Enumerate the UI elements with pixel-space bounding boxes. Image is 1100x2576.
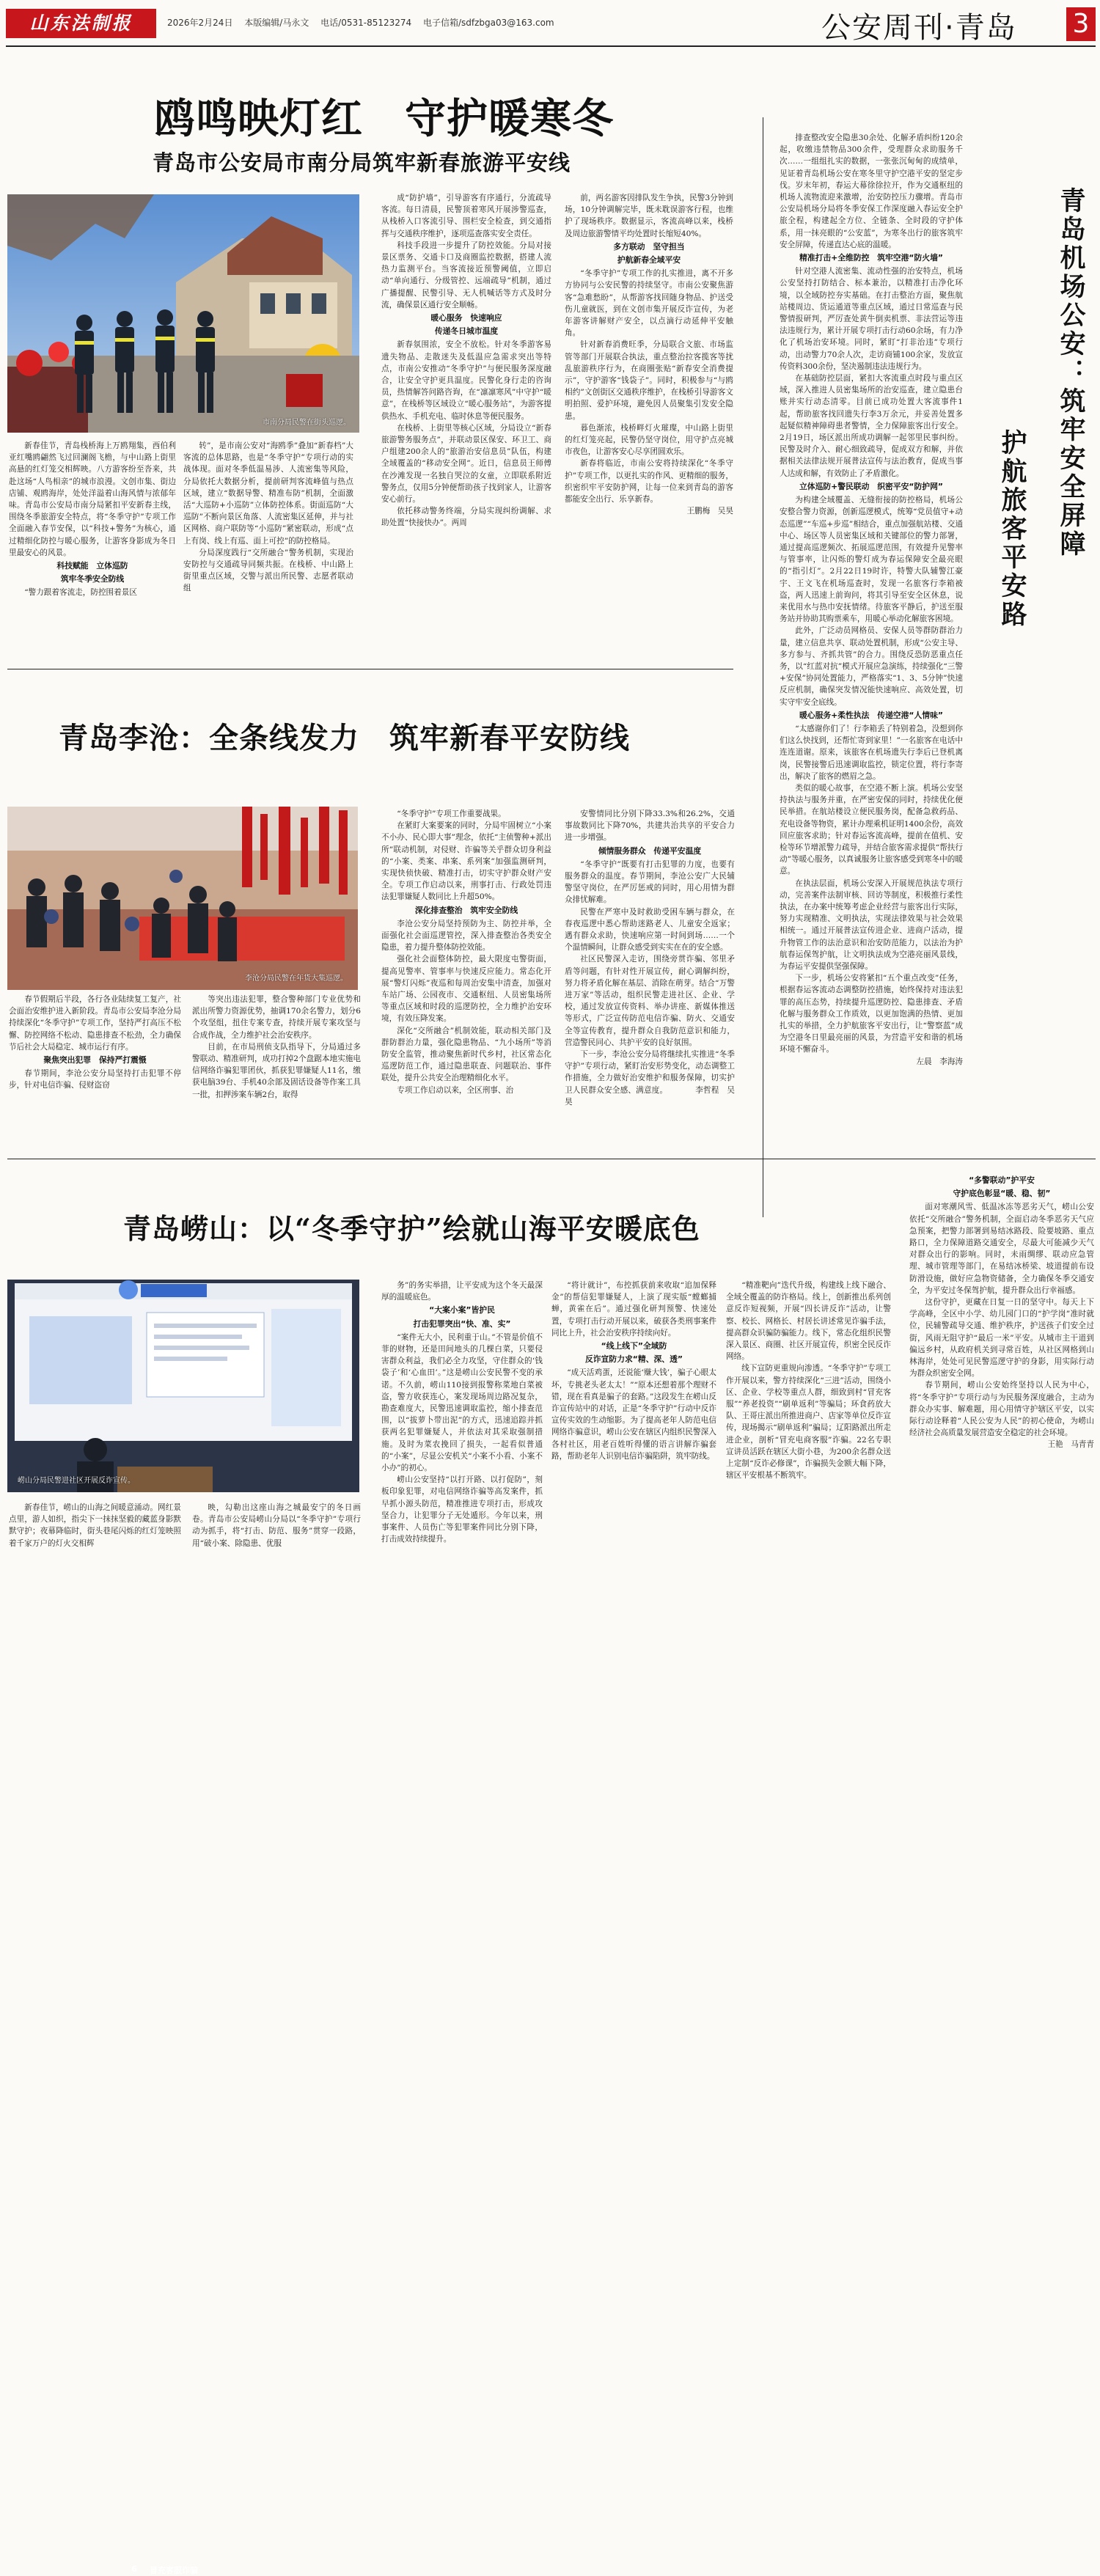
article-byline: 王艳 马青青: [1047, 1440, 1094, 1450]
body-paragraph: 转”，是市南公安对“海鸥季”叠加“新春档”大客流的总体思路，也是“冬季守护”专项行动的实战体现。面对冬季低温易涉、人流密集等风险，分局依托大数据分析，提前研判客流峰值与热点区域，建立“数据导警、精准布防”机制，全面激活“大巡防+小巡防”立体防控体系。街面巡防“大巡防”不断向景区角落、人流密集区延伸，并与社区网格、商户联防等“小巡防”紧密联动，形成“点上有岗、线上有巡、面上可控”的防控格局。: [183, 441, 353, 546]
body-paragraph: 针对新春消费旺季，分局联合文旅、市场监管等部门开展联合执法，重点整治拉客揽客等扰乱旅游秩序行为，在商圈张贴“新春安全消费提示”，守护游客“钱袋子”。同时，积极参与“与鸥相约”文创街区交通秩序维护，在栈桥引导游客文明拍照、爱护环境，避免因人员聚集引发安全隐患。: [565, 340, 733, 421]
issue-date: 2026年2月24日: [167, 18, 233, 28]
article-right-col1: [780, 132, 963, 1210]
article3-col3: [381, 1280, 543, 1608]
body-paragraph: 暮色渐浓，栈桥畔灯火璀璨，中山路上街里的红灯笼亮起，民警仍坚守岗位，用守护点亮城市夜色，让游客安心尽享团圆欢乐。: [565, 423, 733, 457]
body-paragraph: 务”的务实举措，让平安成为这个冬天最深厚的温暖底色。: [381, 1281, 543, 1302]
masthead-rule: [6, 45, 1096, 47]
body-paragraph: 成“防护墙”，引导游客有序通行，分流疏导客流。每日清晨，民警顶着寒风开展涉警巡查，从栈桥入口客流引导、围栏安全检查，到交通指挥与交通秩序维护，逐项巡查落实安全责任。: [381, 194, 551, 238]
article1-photo: [7, 194, 359, 433]
section-subheading: 守护底色彰显“暖、稳、韧”: [953, 1189, 1051, 1199]
body-paragraph: 针对空港人流密集、流动性强的治安特点，机场公安坚持打防结合、标本兼治，以精准打击净化环境，以全域防控夯实基础。在打击整治方面，聚焦航站楼周边、货运通道等重点区域，通过日常巡查与民警情报研判，严厉查处黄牛倒卖机票、非法营运等违法违规行为，累计开展专项打击行动60余场，有力净化了机场治安环境。同时，紧盯“打非治违”专项行动，出动警力70余人次，走访商铺100余家，发放宣传资料300余份，坚决遏制违法违规行为。: [780, 267, 963, 371]
body-paragraph: 这份守护，更藏在日复一日的坚守中。每天上下学高峰，全区中小学、幼儿园门口的“护学岗”准时就位，民辅警疏导交通、维护秩序，护送孩子们安全过街，风雨无阻守护“最后一米”平安。从城市主干道到偏远乡村，从政府机关到寻常百姓，从社区网格到山林海岸，处处可见民警巡逻守护的身影，用实际行动为群众织密安全网。: [909, 1298, 1094, 1379]
article3-col1: [9, 1502, 181, 1608]
editor-email: 电子信箱/sdfzbga03@163.com: [422, 18, 554, 28]
body-paragraph: 前，两名游客因排队发生争执，民警3分钟到场，10分钟调解完毕，既未耽误游客行程，也维护了现场秩序。数据显示，客流高峰以来，栈桥及周边旅游警情平均处置时长缩短40%。: [565, 194, 733, 238]
page-number-badge: [1066, 7, 1096, 41]
article-right-title-part1: 青岛机场公安：筑牢安全屏障: [1056, 187, 1085, 559]
section-subheading: 传递冬日城市温度: [434, 326, 499, 337]
body-paragraph: 等突出违法犯罪，整合警种部门专业优势和派出所警力资源优势，抽调170余名警力，划分6个攻坚组，扭住专案专查，持续开展专案攻坚与合成作战，全力维护社会治安秩序。: [192, 995, 361, 1040]
body-paragraph: 新春佳节，崂山的山海之间暖意涌动。网红景点里，游人如织，指尖下一抹抹坚毅的藏蓝身影默默守护；夜幕降临时，街头巷尾闪烁的红灯笼映照着千家万户的灯火交相辉: [9, 1503, 181, 1548]
body-paragraph: “将计就计”，布控抓获前来收取“追加保释金”的帮信犯罪嫌疑人，上演了现实版“螳螂捕蝉，黄雀在后”。通过强化研判预警、快速处置，专项打击行动开展以来，破获各类刑事案件同比上升，社会治安秩序持续向好。: [551, 1281, 716, 1337]
body-paragraph: 社区民警深入走访，围绕旁贯诈骗、邻里矛盾等问题，有针对性开展宣传，耐心调解纠纷，努力将矛盾化解在基层、消除在萌芽。结合“万警进万家”等活动，组织民警走进社区、企业、学校，通过发放宣传资料、举办讲座、新媒体推送等形式，广泛宣传防范电信诈骗、防火、交通安全等宣传教育，提升群众自我防范意识和能力，营造警民同心、共护平安的良好氛围。: [565, 955, 735, 1047]
article2-headline: 青岛李沧：全条线发力 筑牢新春平安防线: [59, 721, 630, 755]
article-right-title-part2: 护航旅客平安路: [997, 429, 1027, 629]
logo-text: 山东法制报: [29, 12, 133, 34]
body-paragraph: 此外，广泛动员网格员、安保人员等群防群治力量，建立信息共享、联动处置机制，形成“公安主导、多方参与、齐抓共管”的合力。围绕反恐防恶重点任务，以“红蓝对抗”模式开展应急演练，持续强化“三警+安保”协同处置能力，严格落实“1、3、5分钟”快速反应机制，确保突发情况能快速响应、高效处置，切实守牢安全底线。: [780, 626, 963, 707]
article-byline: 左晨 李海涛: [916, 1057, 963, 1066]
article3-col2: [192, 1502, 361, 1608]
body-paragraph: “成天活鸡蛋，还说能‘赚大钱’，骗子心眼太坏，专挑老头老太太！”“原本还想着那个理财不错，现在看真是骗子的套路。”这段发生在崂山反诈宣传站中的对话，正是“冬季守护”行动中反诈宣传实效的生动缩影。为了提高老年人防范电信网络诈骗意识，崂山公安在辖区内组织民警深入各村社区，用老百姓听得懂的语言讲解诈骗套路，帮助老年人识别电信诈骗陷阱，筑牢防线。: [551, 1368, 716, 1461]
body-paragraph: 崂山公安坚持“以打开路、以打促防”，刻板印象犯罪，对电信网络诈骗等高发案件，抓早抓小源头防范，精准推进专项打击，形成攻坚合力，让犯罪分子无处遁形。今年以来，刑事案件、人员伤亡等犯罪案件同比分别下降，打击成效持续提升。: [381, 1475, 543, 1544]
article3-col6: [909, 1173, 1094, 1608]
screen-badge-text: 冒充客服诈骗: [150, 2566, 198, 2575]
editor-phone: 电话/0531-85123274: [320, 18, 412, 28]
body-paragraph: 科技手段进一步提升了防控效能。分局对接景区票务、交通卡口及商圈监控数据，搭建人流热力监测平台。当客流接近预警阈值，立即启动“单向通行、分级管控、远端疏导”机制，通过广播提醒、民警引导、无人机喊话等方式及时分流，确保景区通行安全顺畅。: [381, 241, 551, 309]
body-paragraph: 春节期间，李沧公安分局坚持打击犯罪不停步，针对电信诈骗、侵财盗窃: [9, 1069, 181, 1090]
section-subheading: “大案小案”皆护民: [429, 1305, 495, 1315]
body-paragraph: 强化社会面整体防控，最大限度屯警街面，提高见警率、管事率与快速反应能力。常态化开展“警灯闪烁”夜巡和每周治安集中清查，加强对车站广场、公园夜市、交通枢纽、人员密集场所等重点区域和时段的巡逻防控，全力维护治安环境，有效压降发案。: [381, 955, 551, 1024]
body-paragraph: 面对寒潮风雪、低温冰冻等恶劣天气，崂山公安依托“交所融合”警务机制，全面启动冬季恶劣天气应急预案，把警力部署到易结冰路段、险要坡路、重点路口，全力保障道路交通安全，尽最大可能减少天气对群众出行的影响。同时，未雨绸缪、联动应急管理、城市管理等部门，在易结冰桥梁、坡道提前布设防滑设施，做好应急物资储备，全力确保冬季交通安全，为平安过冬保驾护航，提升群众出行幸福感。: [909, 1203, 1094, 1295]
masthead: [0, 0, 1100, 47]
section-subheading: 筑牢冬季安全防线: [60, 574, 125, 584]
body-paragraph: “精准靶向”迭代升级，构建线上线下融合、全域全覆盖的防诈格局。线上，创新推出系列创意反诈短视频，开展“四长讲反诈”活动，让警察、校长、网格长、村居长讲述常见诈骗手法，提高群众识骗防骗能力。线下，常态化组织民警深入景区、商圈、社区开展宣传，织密全民反诈网络。: [726, 1281, 891, 1362]
body-paragraph: 新春佳节，青岛栈桥海上万鸥翔集，西伯利亚红嘴鸥翩然飞过回澜阁飞檐，与中山路上街里高悬的红灯笼交相辉映。八方游客纷至沓来，共赴这场“人鸟相亲”的城市浪漫。文创市集、街边店铺、观鸥海岸，处处洋溢着山海风情与浓郁年味。青岛市公安局市南分局紧扣平安新春主线，围绕冬季旅游安全特点，将“冬季守护”专项工作全面融入春节安保，以“科技+警务”为核心，通过精细化防控与暖心服务，让游客身影成为冬日里最安心的风景。: [9, 441, 176, 557]
body-paragraph: 专项工作启动以来，全区刑事、治: [397, 1085, 514, 1095]
article2-col3: [381, 808, 551, 1137]
body-paragraph: 在执法层面，机场公安深入开展规范执法专项行动，完善案件法制审核、回访等制度，积极推行柔性执法，在办案中统筹考虑企业经营与旅客出行实际，努力实现精准、文明执法，实现法律效果与社会效果相统一。通过开展普法宣传进企业、进商户活动，提升物管工作的法治意识和治安防范能力，以法治为护航春运保驾护航，让文明执法成为空港亮丽风景线，为春运平安提供坚强保障。: [780, 878, 963, 972]
section-subheading: 科技赋能 立体巡防: [56, 561, 128, 571]
body-paragraph: 目前，在市局刑侦支队指导下，分局通过多警联动、精准研判，成功打掉2个盘踞本地实施电信网络诈骗犯罪团伙，抓获犯罪嫌疑人11名，缴获电脑39台、手机40余部及固话设备等作案工具一批，扣押涉案车辆2台，取得: [192, 1042, 361, 1099]
article3-headline: 青岛崂山：以“冬季守护”绘就山海平安暖底色: [123, 1212, 700, 1245]
body-paragraph: 映，勾勒出这座山海之城最安宁的冬日画卷。青岛市公安局崂山分局以“冬季守护”专项行动为抓手，将“打击、防范、服务”贯穿一段路，用“破小案、除隐患、优服: [192, 1503, 361, 1548]
body-paragraph: 在栈桥、上街里等核心区域，分局设立“新春旅游警务服务点”，并联动景区保安、环卫工、商户组建200余人的“旅游治安信息员”队伍，构建全域覆盖的“移动安全网”。近日，信息员王师傅在沙滩发现一名独自哭泣的女童，立即联系附近警务点，仅用5分钟便帮助孩子找到家人，让游客安心前行。: [381, 423, 551, 504]
section-subheading: 倾情服务群众 传递平安温度: [598, 845, 702, 856]
article2-col2: [192, 994, 361, 1137]
body-paragraph: 类似的暖心故事，在空港不断上演。机场公安坚持执法与服务并重，在严密安保的同时，持续优化便民举措。在航站楼设立便民服务岗，配备急救药品、充电设备等物资，累计办理乘机证明1400余份，高效回应旅客求助；针对春运客流高峰，提前在值机、安检等环节增派警力疏导，并结合旅客需求提供“帮扶行动”等暖心服务，以真诚服务让旅客感受到寒冬中的暖意。: [780, 783, 963, 876]
page-editor: 本版编辑/马永文: [244, 18, 309, 28]
article1-col3: [381, 192, 551, 661]
article1-photo-caption: 市南分局民警在街头巡逻。: [263, 419, 351, 427]
newspaper-logo: [6, 9, 156, 38]
section-title: 公安周刊·青岛: [821, 11, 1017, 45]
article1-headline: 鸥鸣映灯红 守护暖寒冬: [154, 95, 614, 143]
body-paragraph: 分局深度践行“交所融合”警务机制，实现治安防控与交通疏导同频共振。在栈桥、中山路上街里重点区域，交警与派出所民警、志愿者联动组: [183, 548, 353, 593]
section-subheading: “线上线下”全域防: [601, 1341, 667, 1351]
police-patrol-photo: [7, 194, 359, 433]
section-subheading: 护航新春全域平安: [617, 255, 681, 265]
article-byline: 王鹏梅 吴昊: [686, 507, 733, 516]
body-paragraph: 安警情同比分别下降33.3%和26.2%，交通事故数同比下降70%，共建共治共享的平安合力进一步增强。: [565, 810, 735, 843]
section-subheading: 多方联动 坚守担当: [613, 241, 685, 252]
section-subheading: 反诈宣防力求“精、深、透”: [585, 1354, 683, 1365]
article-right-vertical-title: [994, 187, 1089, 671]
article2-col1: [9, 994, 181, 1137]
body-paragraph: 线下宣防更重规向渗透。“冬季守护”专项工作开展以来，警方持续深化“三进”活动，围绕小区、企业、学校等重点人群，细致到村“冒充客服”“养老投资”“刷单返利”等骗局；环食药放大队、王哥庄派出所推进商户、店家等单位反诈宣传，现场揭示“刷单返利”骗局；辽阳路派出所走进企业，剖析“冒充电商客服”诈骗。22名专职宣讲员活跃在辖区大街小巷，为200余名群众送上定制“反诈必修课”，诈骗损失金额大幅下降，辖区平安根基不断筑牢。: [726, 1364, 891, 1480]
body-paragraph: 民警在严寒中及时救助受困车辆与群众，在春夜巡逻中悉心帮助迷路老人、儿童安全返家；遇有群众求助，快速响应第一时间到场……一个个温情瞬间，让群众感受到实实在在的安全感。: [565, 907, 735, 953]
body-paragraph: 为构建全域覆盖、无缝衔接的防控格局，机场公安整合警力资源，创新巡逻模式，统筹“党员值守+动态巡逻”“车巡+步巡”相结合，重点加强航站楼、交通中心、场区等人员密集区域和关键部位的警力部署，通过提高巡逻频次、拓展巡逻范围，有效提升见警率与管事率，让闪烁的警灯成为春运保障安全最亮眼的“指引灯”。2月22日19时许，特警大队辅警江豪宇、王文飞在机场巡查时，发现一名旅客行李箱被盗，两人迅速上前询问，将其引导至安全区休息，说来优用水与热巾安抚情绪。待旅客平静后，护送至服务站并协助其购票乘车，用暖心举动化解旅客困境。: [780, 496, 963, 624]
article3-photo-caption: 崂山分局民警进社区开展反诈宣传。: [18, 1477, 135, 1485]
market-patrol-photo: [7, 807, 358, 990]
body-paragraph: 下一步，机场公安将紧扣“五个重点改变”任务，根据春运客流动态调整防控措施，始终保持对违法犯罪的高压态势，持续提升巡逻防控、隐患排查、矛盾化解与服务群众工作质效，以更加饱满的热情、更加扎实的举措，全力护航旅客平安出行，让“警察蓝”成为空港冬日里最亮丽的风景，为营造平安和谐的机场环境不懈奋斗。: [780, 974, 963, 1054]
article3-col4: [551, 1280, 716, 1608]
body-paragraph: 春节假期后半段，各行各业陆续复工复产，社会面治安维护进入新阶段。青岛市公安局李沧分局持续深化“冬季守护”专项工作，坚持严打高压不松懈、防控网络不松动、隐患排查不松劲，全力确保节后社会大局稳定、城市运行有序。: [9, 995, 181, 1052]
body-paragraph: 新春氛围浓，安全不放松。针对冬季游客易遗失物品、走散迷失及低温应急需求突出等特点，市南公安推动“冬季守护”与便民服务深度融合，让安全守护更具温度。民警化身行走的咨询员，热情解答问路咨询，在“凛凛寒风”中守护“暖意”，在栈桥等区域设立“暖心服务站”，为游客提供热水、手机充电、临时休息等便民服务。: [381, 340, 551, 421]
section-subheading: 精准打击+全维防控 筑牢空港“防火墙”: [799, 253, 943, 263]
body-paragraph: 排查整改安全隐患30余处、化解矛盾纠纷120余起，收缴违禁物品300余件，受理群众求助服务千次……一组组扎实的数据，一张张沉甸甸的成绩单，见证着青岛机场公安在寒冬里守护空港平安的坚定步伐。岁末年初，春运大幕徐徐拉开，作为交通枢纽的机场人流物流迎来激增，治安防控压力骤增。青岛市公安局机场分局将冬季安保工作深度融入春运安全护旅全程，构建起全方位、全链条、全时段的守护体系，用一抹亮眼的“公安蓝”，为寒冬出行的旅客筑牢安全屏障，传递直达心底的温暖。: [780, 133, 963, 249]
body-paragraph: 在紧盯大案要案的同时，分局牢固树立“小案不小办、民心即大事”理念，依托“主侦警种+派出所”联动机制，对侵财、诈骗等关乎群众切身利益的“小案、类案、串案、系列案”加强监测研判，实现快侦快破、精准打击，切实守护群众财产安全。专项工作启动以来，刑事打击、行政处罚违法犯罪嫌疑人数同比上升超50%。: [381, 821, 551, 902]
section-subheading: 暖心服务+柔性执法 传递空港“人情味”: [799, 710, 943, 720]
body-paragraph: “冬季守护”既要有打击犯罪的力度，也要有服务群众的温度。春节期间，李沧公安广大民辅警坚守岗位，在严厉惩戒的同时，用心用情为群众排忧解难。: [565, 859, 735, 905]
section-subheading: 暖心服务 快速响应: [430, 313, 502, 323]
article1-subhead: 青岛市公安局市南分局筑牢新春旅游平安线: [153, 150, 571, 175]
page-number: 3: [1072, 9, 1090, 39]
body-paragraph: 在基础防控层面，紧扣大客流重点时段与重点区域，深入推进人员密集场所的治安巡查，建立隐患台账并实行动态清零。目前已成功处置大客流事件1起，帮助旅客找回遗失行李3万余元，并妥善处置多起疑似精神障碍患者警情，全力保障旅客出行安全。2月19日，场区派出所成功调解一起邻里民事纠纷。民警及时介入、耐心细致疏导，促成双方和解，并依据相关法律法规开展普法宣传与法治教育，促成当事人达成和解，有效防止了矛盾激化。: [780, 374, 963, 478]
body-paragraph: 深化“交所融合”机制效能，联动相关部门及群防群治力量，强化隐患物品、“九小场所”等消防安全监管，推动聚焦新时代乡村，社区常态化巡逻防范工作，通过隐患联查、问题联治、事件联处，提升公共安全治理精细化水平。: [381, 1026, 551, 1083]
masthead-info: [167, 16, 554, 29]
body-paragraph: 李沧公安分局坚持预防为主、防控并举，全面强化社会面巡逻管控，深入排查整治各类安全隐患，着力提升整体防控效能。: [381, 919, 551, 953]
section-subheading: 深化排查整治 筑牢安全防线: [414, 905, 518, 915]
body-paragraph: 春节期间，崂山公安始终坚持以人民为中心，将“冬季守护”专项行动与为民服务深度融合，主动为群众办实事、解难题，用心用情守护辖区平安，以实际行动诠释着“人民公安为人民”的初心使命，为崂山经济社会高质量发展营造安全稳定的社会环境。: [909, 1381, 1094, 1438]
body-paragraph: “冬季守护”专项工作的扎实推进，离不开多方协同与公安民警的持续坚守。市南公安聚焦游客“急难愁盼”，从帮游客找回随身物品、护送受伤儿童就医，到在文创市集开展反诈宣传，为老年游客讲解财产安全，以点滴行动延伸平安触角。: [565, 269, 733, 338]
body-paragraph: 新春将临近，市南公安将持续深化“冬季守护”专项工作，以更扎实的作风、更精细的服务，织密织牢平安防护网，让每一位来到青岛的游客都能安全出行、乐享新春。: [565, 459, 733, 504]
body-paragraph: “冬季守护”专项工作重要战果。: [397, 810, 506, 818]
article1-col4: [565, 192, 733, 661]
section-subheading: 聚焦突出犯罪 保持严打震慑: [43, 1055, 147, 1065]
body-paragraph: 下一步，李沧公安分局将继续扎实推进“冬季守护”专项行动，紧盯治安形势变化，动态调整工作措施，全力做好治安维护和服务保障，切实护卫人民群众安全感、满意度。 李哲程 吴昊: [565, 1050, 735, 1107]
section-subheading: 打击犯罪突出“快、准、实”: [413, 1318, 511, 1329]
section-subheading: 立体巡防+警民联动 织密平安“防护网”: [799, 481, 943, 491]
article3-col5: [726, 1280, 891, 1608]
body-paragraph: 依托移动警务终端，分局实现纠纷调解、求助处置“快接快办”。两周: [381, 507, 551, 528]
body-paragraph: “太感谢你们了！行李箱丢了特别着急，没想到你们这么快找到，还帮忙寄到家里！”一名旅客在电话中连连道谢。原来，该旅客在机场遗失行李后已登机离岗，民警接警后迅速调取监控，锁定位置，将行李寄出，解决了旅客的燃眉之急。: [780, 724, 963, 781]
body-paragraph: “案件无大小，民利重于山。”不管是价值不菲的财物，还是田间地头的几棵白菜，只要侵害群众利益，我们必全力攻坚，守住群众的‘钱袋子’和‘心血田’。”这是崂山公安民警不变的承诺。不久前，崂山110接到报警称菜地白菜被盗，警方收获连心，案发现场周边路况复杂，勘查难度大，民警迅速调取监控，缩小排查范围，以“拔萝卜带出泥”的方式，迅速追踪并抓获两名犯罪嫌疑人，并依法对其采取强制措施。及时为菜农挽回了损失，一起看似普通的“小案”，尽显公安机关“小案不小看、小案不小办”的初心。: [381, 1332, 543, 1473]
anti-fraud-lecture-photo: [7, 1280, 359, 1492]
body-paragraph: “警力跟着客流走，防控围着景区: [24, 588, 137, 598]
article2-photo-caption: 李沧分局民警在年货大集巡逻。: [245, 975, 348, 983]
article2-col4: [565, 808, 735, 1137]
article1-col2: [183, 440, 353, 664]
screen-badge-number: 6: [131, 2564, 137, 2574]
section-subheading: “多警联动”护平安: [969, 1175, 1035, 1185]
article2-photo: [7, 807, 358, 990]
article1-col1: [9, 440, 176, 664]
